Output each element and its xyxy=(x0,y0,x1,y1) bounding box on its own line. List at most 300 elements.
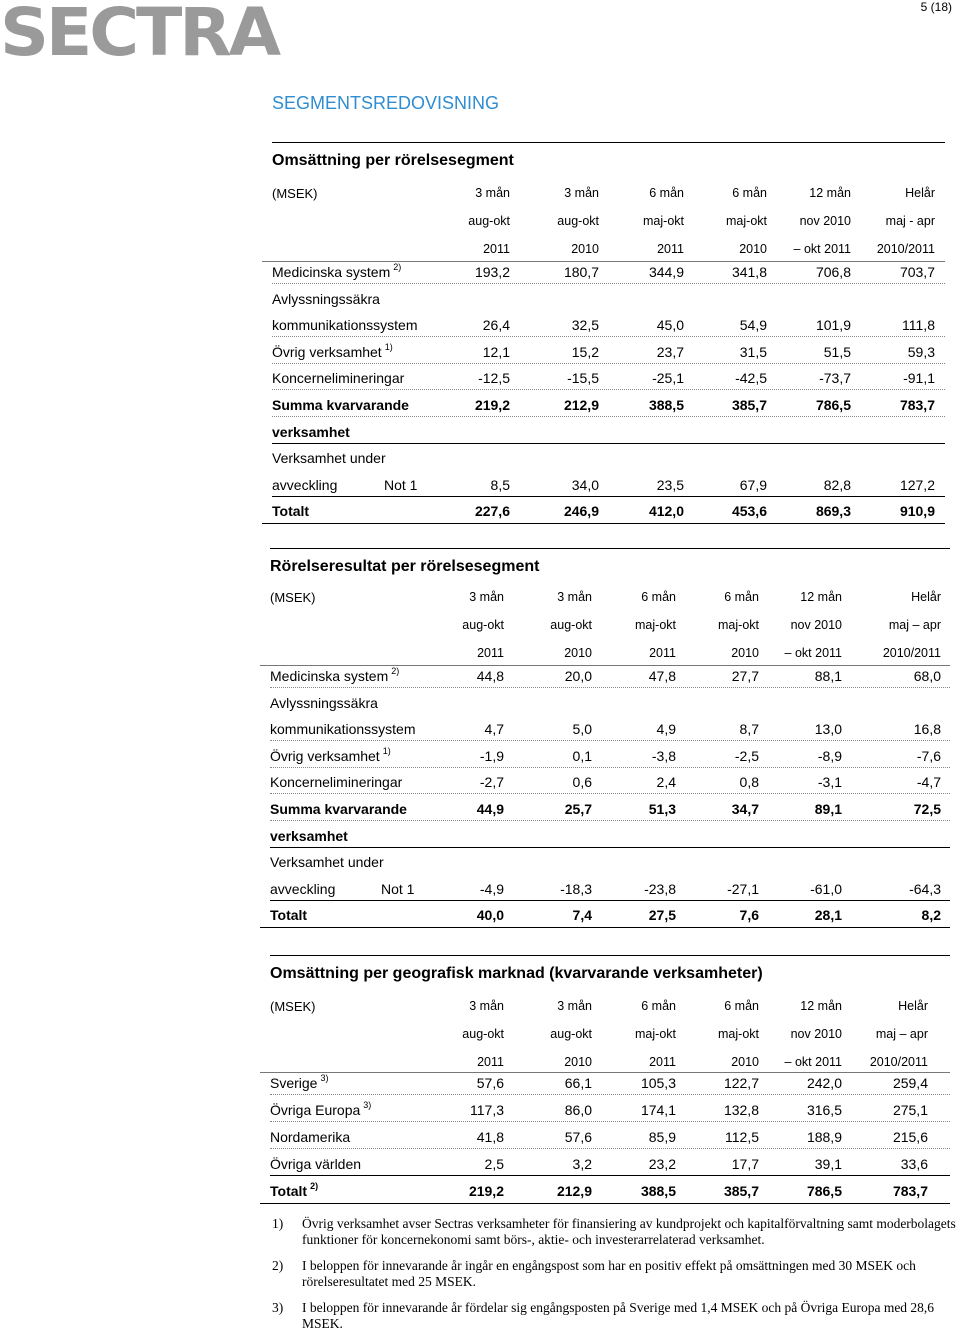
column-header: 6 mån xyxy=(649,186,684,200)
row-label-text: Totalt xyxy=(272,503,310,520)
row-separator xyxy=(272,416,945,417)
row-label xyxy=(270,828,348,844)
row-label xyxy=(272,317,418,333)
value-cell: 26,4 xyxy=(482,317,510,334)
value-cell: 3,2 xyxy=(572,1156,592,1173)
column-header: maj - apr xyxy=(885,214,935,228)
value-cell: 4,9 xyxy=(656,721,676,738)
column-header: – okt 2011 xyxy=(784,1055,842,1069)
value-cell: 57,6 xyxy=(564,1129,592,1146)
value-cell: 180,7 xyxy=(563,264,599,280)
row-label xyxy=(272,450,386,466)
value-cell: 453,6 xyxy=(731,503,767,520)
value-cell: 8,5 xyxy=(490,476,510,493)
column-header: maj-okt xyxy=(718,1027,759,1041)
column-header: 2011 xyxy=(649,646,676,660)
value-cell: 44,8 xyxy=(476,668,504,684)
column-header: 3 mån xyxy=(557,590,592,604)
row-label xyxy=(272,424,350,440)
value-cell: 786,5 xyxy=(815,397,851,413)
value-cell: -3,1 xyxy=(817,774,842,791)
value-cell: -8,9 xyxy=(817,747,842,764)
value-cell: -64,3 xyxy=(909,880,941,897)
value-cell: 412,0 xyxy=(648,503,684,520)
table-row xyxy=(270,721,950,741)
value-cell: -12,5 xyxy=(478,370,510,387)
value-cell: 25,7 xyxy=(564,801,592,817)
column-header: Helår xyxy=(905,186,935,200)
row-label xyxy=(272,341,393,360)
row-separator xyxy=(272,363,945,364)
column-header-row xyxy=(272,242,945,262)
column-header: 2010 xyxy=(731,1055,759,1069)
row-label-text: kommunikationssystem xyxy=(272,317,418,334)
row-label-text: Koncernelimineringar xyxy=(270,774,403,791)
value-cell: 5,0 xyxy=(572,721,592,738)
column-header: 6 mån xyxy=(641,999,676,1013)
value-cell: 41,8 xyxy=(476,1129,504,1146)
column-header: 12 mån xyxy=(800,999,842,1013)
row-label-text: Summa kvarvarande xyxy=(272,397,409,413)
row-label-text: Nordamerika xyxy=(270,1129,351,1146)
row-label xyxy=(272,291,380,307)
value-cell: 51,3 xyxy=(648,801,676,817)
footnote-number: 1) xyxy=(272,1216,284,1231)
row-label-text: Koncernelimineringar xyxy=(272,370,405,387)
total-row xyxy=(272,503,945,523)
value-cell: 57,6 xyxy=(476,1075,504,1091)
value-cell: 2,4 xyxy=(656,774,676,791)
column-header: – okt 2011 xyxy=(793,242,851,256)
value-cell: -4,9 xyxy=(479,880,504,897)
row-label-text: Verksamhet under xyxy=(272,450,386,467)
column-header: – okt 2011 xyxy=(784,646,842,660)
value-cell: 0,6 xyxy=(572,774,592,791)
value-cell: 385,7 xyxy=(723,1183,759,1200)
column-header: 12 mån xyxy=(809,186,851,200)
row-separator xyxy=(270,1121,950,1122)
value-cell: 2,5 xyxy=(484,1156,504,1173)
value-cell: 385,7 xyxy=(731,397,767,413)
value-cell: 40,0 xyxy=(476,907,504,924)
value-cell: 27,7 xyxy=(731,668,759,684)
value-cell: 706,8 xyxy=(815,264,851,280)
footnote-text: I beloppen för innevarande år ingår en engångspost som har en positiv effekt på omsättningen med 30 MSEK och rörelseresultatet med 25 MSEK. xyxy=(302,1258,916,1289)
note-ref: Not 1 xyxy=(384,476,418,493)
value-cell: -15,5 xyxy=(567,370,599,387)
value-cell: 88,1 xyxy=(814,668,842,684)
row-rule xyxy=(270,900,950,901)
value-cell: 246,9 xyxy=(563,503,599,520)
row-label xyxy=(270,1102,371,1118)
column-header: 2010 xyxy=(571,242,599,256)
value-cell: 17,7 xyxy=(731,1156,759,1173)
section-title: Omsättning per geografisk marknad (kvarvarande verksamheter) xyxy=(270,965,763,982)
value-cell: 20,0 xyxy=(564,668,592,684)
column-header: 2011 xyxy=(483,242,510,256)
column-header: 2010 xyxy=(731,646,759,660)
value-cell: 242,0 xyxy=(806,1075,842,1091)
footnote-number: 3) xyxy=(272,1300,284,1315)
row-label-text: verksamhet xyxy=(272,423,350,440)
row-label xyxy=(270,907,307,923)
table-row xyxy=(270,668,950,688)
column-header: maj-okt xyxy=(635,1027,676,1041)
value-cell: -7,6 xyxy=(916,747,941,764)
table-row xyxy=(272,264,945,284)
row-label-text: avveckling xyxy=(272,476,338,493)
value-cell: 388,5 xyxy=(640,1183,676,1200)
total-row xyxy=(270,1183,950,1203)
value-cell: 0,8 xyxy=(739,774,759,791)
header-rule xyxy=(260,1072,950,1073)
column-header: 6 mån xyxy=(724,590,759,604)
value-cell: -42,5 xyxy=(735,370,767,387)
value-cell: 47,8 xyxy=(648,668,676,684)
table-row xyxy=(272,317,945,337)
table-row xyxy=(270,801,950,821)
row-label-text: verksamhet xyxy=(270,827,348,844)
sectra-logo: SECTRA xyxy=(0,4,279,62)
value-cell: 28,1 xyxy=(814,907,842,924)
value-cell: -2,7 xyxy=(479,774,504,791)
section-title: Rörelseresultat per rörelsesegment xyxy=(270,558,540,575)
value-cell: 39,1 xyxy=(814,1156,842,1173)
table-row xyxy=(270,774,950,794)
value-cell: 7,6 xyxy=(739,907,759,924)
value-cell: 8,2 xyxy=(921,907,941,924)
column-header-row xyxy=(270,590,950,610)
column-header: maj – apr xyxy=(875,1027,928,1041)
column-header: nov 2010 xyxy=(790,618,842,632)
table-row xyxy=(270,695,950,715)
column-header: 2010 xyxy=(564,1055,592,1069)
total-bottom-rule xyxy=(260,1203,950,1204)
footnote-ref: 1) xyxy=(382,745,391,756)
row-label xyxy=(272,397,409,413)
value-cell: 34,0 xyxy=(571,476,599,493)
column-header: 3 mån xyxy=(557,999,592,1013)
total-row xyxy=(270,907,950,927)
value-cell: -91,1 xyxy=(903,370,935,387)
column-header: aug-okt xyxy=(462,1027,504,1041)
row-separator xyxy=(270,767,950,768)
value-cell: 193,2 xyxy=(474,264,510,280)
column-header: 3 mån xyxy=(469,590,504,604)
column-header: 2010/2011 xyxy=(876,242,935,256)
column-header-row xyxy=(272,214,945,234)
value-cell: 703,7 xyxy=(899,264,935,280)
value-cell: 82,8 xyxy=(823,476,851,493)
row-separator xyxy=(272,283,945,284)
table-section xyxy=(270,558,950,940)
table-row xyxy=(270,1156,950,1176)
column-header: 2010/2011 xyxy=(882,646,941,660)
value-cell: 8,7 xyxy=(739,721,759,738)
column-header: aug-okt xyxy=(550,618,592,632)
value-cell: 54,9 xyxy=(739,317,767,334)
value-cell: -2,5 xyxy=(734,747,759,764)
row-separator xyxy=(270,820,950,821)
column-header: 2010/2011 xyxy=(869,1055,928,1069)
table-section xyxy=(270,965,950,1217)
column-header-row xyxy=(270,646,950,666)
column-header: 6 mån xyxy=(724,999,759,1013)
row-label-text: Avlyssningssäkra xyxy=(270,694,378,711)
value-cell: -23,8 xyxy=(644,880,676,897)
column-header: 2011 xyxy=(477,1055,504,1069)
value-cell: 111,8 xyxy=(902,317,935,334)
footnote-ref: 3) xyxy=(363,1100,372,1111)
row-label xyxy=(270,854,384,870)
value-cell: 31,5 xyxy=(739,343,767,360)
value-cell: 219,2 xyxy=(474,397,510,413)
value-cell: 72,5 xyxy=(913,801,941,817)
value-cell: 13,0 xyxy=(814,721,842,738)
row-label xyxy=(270,745,391,764)
footnote-text: Övrig verksamhet avser Sectras verksamheter för finansiering av kundprojekt och kapitalförvaltning samt moderbolagets funktioner för koncernekonomi samt börs-, aktie- och investerarrelaterad verksamhet. xyxy=(302,1216,956,1247)
value-cell: 786,5 xyxy=(806,1183,842,1200)
value-cell: 783,7 xyxy=(892,1183,928,1200)
value-cell: -25,1 xyxy=(652,370,684,387)
value-cell: -61,0 xyxy=(810,880,842,897)
value-cell: -73,7 xyxy=(819,370,851,387)
row-label-text: avveckling xyxy=(270,880,336,897)
value-cell: 388,5 xyxy=(648,397,684,413)
column-header: aug-okt xyxy=(557,214,599,228)
value-cell: 44,9 xyxy=(476,801,504,817)
value-cell: 85,9 xyxy=(648,1129,676,1146)
value-cell: 66,1 xyxy=(564,1075,592,1091)
unit-label: (MSEK) xyxy=(270,999,316,1014)
column-header: nov 2010 xyxy=(790,1027,842,1041)
row-label xyxy=(270,721,416,737)
column-header-row xyxy=(270,1027,950,1047)
value-cell: 132,8 xyxy=(723,1102,759,1119)
value-cell: 59,3 xyxy=(907,343,935,360)
column-header: maj-okt xyxy=(635,618,676,632)
row-label xyxy=(270,774,402,790)
value-cell: 227,6 xyxy=(474,503,510,520)
value-cell: 89,1 xyxy=(814,801,842,817)
footnote-text: I beloppen för innevarande år fördelar sig engångsposten på Sverige med 1,4 MSEK och på Övriga Europa med 28,6 MSEK. xyxy=(302,1300,935,1331)
row-separator xyxy=(272,336,945,337)
value-cell: 32,5 xyxy=(571,317,599,334)
table-row xyxy=(272,370,945,390)
row-rule xyxy=(272,443,945,444)
column-header: 3 mån xyxy=(475,186,510,200)
footnote-ref: 1) xyxy=(384,341,393,352)
value-cell: 122,7 xyxy=(723,1075,759,1091)
footnote-3 xyxy=(272,1300,957,1332)
value-cell: 23,5 xyxy=(656,476,684,493)
table-row xyxy=(272,397,945,417)
value-cell: 51,5 xyxy=(823,343,851,360)
row-label xyxy=(270,695,378,711)
table-row xyxy=(272,477,945,497)
column-header: 3 mån xyxy=(469,999,504,1013)
row-label xyxy=(272,503,309,519)
value-cell: 127,2 xyxy=(899,476,935,493)
value-cell: 86,0 xyxy=(564,1102,592,1119)
value-cell: 68,0 xyxy=(913,668,941,684)
value-cell: 215,6 xyxy=(892,1129,928,1146)
column-header: 2011 xyxy=(657,242,684,256)
value-cell: 12,1 xyxy=(482,343,510,360)
section-top-rule xyxy=(270,955,950,956)
row-label xyxy=(272,264,401,280)
table-row xyxy=(272,424,945,444)
row-rule xyxy=(272,496,945,497)
header-rule xyxy=(262,261,945,262)
column-header: aug-okt xyxy=(550,1027,592,1041)
value-cell: 259,4 xyxy=(892,1075,928,1091)
table-row xyxy=(272,291,945,311)
table-section xyxy=(272,152,945,536)
note-ref: Not 1 xyxy=(381,880,415,897)
row-label xyxy=(270,801,407,817)
unit-label: (MSEK) xyxy=(272,186,318,201)
column-header: maj-okt xyxy=(726,214,767,228)
value-cell: 34,7 xyxy=(731,801,759,817)
row-label-text: Summa kvarvarande xyxy=(270,801,407,817)
table-row xyxy=(272,341,945,364)
value-cell: 27,5 xyxy=(648,907,676,924)
table-row xyxy=(272,450,945,470)
column-header: aug-okt xyxy=(468,214,510,228)
row-label-text: Sverige xyxy=(270,1075,318,1091)
value-cell: 23,2 xyxy=(648,1156,676,1173)
row-separator xyxy=(270,740,950,741)
value-cell: 344,9 xyxy=(648,264,684,280)
value-cell: 4,7 xyxy=(484,721,504,738)
value-cell: 45,0 xyxy=(656,317,684,334)
value-cell: 23,7 xyxy=(656,343,684,360)
column-header: 12 mån xyxy=(800,590,842,604)
row-label-text: kommunikationssystem xyxy=(270,721,416,738)
row-separator xyxy=(270,1094,950,1095)
value-cell: -3,8 xyxy=(651,747,676,764)
value-cell: 188,9 xyxy=(806,1129,842,1146)
row-label-text: Övrig verksamhet xyxy=(270,747,380,764)
column-header: maj-okt xyxy=(643,214,684,228)
row-label-text: Övrig verksamhet xyxy=(272,343,382,360)
footnote-ref: 3) xyxy=(320,1073,329,1083)
footnotes xyxy=(272,1216,957,1342)
value-cell: 0,1 xyxy=(572,747,592,764)
column-header: 2010 xyxy=(564,646,592,660)
column-header-row xyxy=(270,618,950,638)
footnote-ref: 2) xyxy=(310,1181,319,1192)
footnote-1 xyxy=(272,1216,957,1248)
value-cell: 117,3 xyxy=(470,1102,504,1119)
row-label xyxy=(270,1156,361,1172)
row-label xyxy=(270,1075,328,1091)
row-label xyxy=(270,1183,318,1199)
section-title: Omsättning per rörelsesegment xyxy=(272,152,514,169)
value-cell: 275,1 xyxy=(892,1102,928,1119)
table-row xyxy=(270,1075,950,1095)
footnote-2 xyxy=(272,1258,957,1290)
column-header-row xyxy=(270,999,950,1019)
row-label-text: Totalt xyxy=(270,907,308,924)
value-cell: 219,2 xyxy=(468,1183,504,1200)
value-cell: 869,3 xyxy=(815,503,851,520)
value-cell: 7,4 xyxy=(572,907,592,924)
row-rule xyxy=(270,847,950,848)
column-header: 3 mån xyxy=(564,186,599,200)
column-header: Helår xyxy=(898,999,928,1013)
value-cell: -27,1 xyxy=(727,880,759,897)
row-label xyxy=(272,477,337,493)
total-bottom-rule xyxy=(262,523,945,524)
column-header: 6 mån xyxy=(732,186,767,200)
table-row xyxy=(270,745,950,768)
column-header: 2010 xyxy=(739,242,767,256)
value-cell: 910,9 xyxy=(899,503,935,520)
row-label xyxy=(272,370,404,386)
value-cell: 341,8 xyxy=(731,264,767,280)
footnote-number: 2) xyxy=(272,1258,284,1273)
row-separator xyxy=(270,1148,950,1149)
column-header-row xyxy=(272,186,945,206)
row-rule xyxy=(270,1175,950,1176)
value-cell: 112,5 xyxy=(725,1129,759,1146)
column-header: 6 mån xyxy=(641,590,676,604)
row-label-text: Verksamhet under xyxy=(270,854,384,871)
row-label-text: Övriga världen xyxy=(270,1156,362,1173)
value-cell: 15,2 xyxy=(571,343,599,360)
column-header: 2011 xyxy=(477,646,504,660)
value-cell: 212,9 xyxy=(556,1183,592,1200)
column-header: maj-okt xyxy=(718,618,759,632)
section-top-rule xyxy=(270,548,950,549)
table-row xyxy=(270,1102,950,1122)
row-label-text: Totalt xyxy=(270,1183,308,1200)
footnote-ref: 2) xyxy=(391,666,400,676)
row-label-text: Medicinska system xyxy=(272,264,391,280)
table-row xyxy=(270,828,950,848)
value-cell: 783,7 xyxy=(899,397,935,413)
column-header: 2011 xyxy=(649,1055,676,1069)
table-row xyxy=(270,854,950,874)
row-separator xyxy=(270,687,950,688)
row-label xyxy=(270,668,399,684)
row-label-text: Avlyssningssäkra xyxy=(272,290,380,307)
value-cell: 67,9 xyxy=(739,476,767,493)
row-separator xyxy=(272,389,945,390)
header-rule xyxy=(260,665,950,666)
footnote-ref: 2) xyxy=(393,262,402,272)
column-header: aug-okt xyxy=(462,618,504,632)
unit-label: (MSEK) xyxy=(270,590,316,605)
page-number: 5 (18) xyxy=(920,0,952,14)
column-header: maj – apr xyxy=(888,618,941,632)
page-heading: SEGMENTSREDOVISNING xyxy=(272,93,500,113)
row-separator xyxy=(270,793,950,794)
value-cell: 212,9 xyxy=(563,397,599,413)
value-cell: -1,9 xyxy=(479,747,504,764)
row-label xyxy=(270,881,335,897)
row-label xyxy=(270,1129,350,1145)
section-top-rule xyxy=(272,142,945,143)
value-cell: 316,5 xyxy=(806,1102,842,1119)
row-label-text: Medicinska system xyxy=(270,668,389,684)
value-cell: -4,7 xyxy=(916,774,941,791)
table-row xyxy=(270,1129,950,1149)
column-header: nov 2010 xyxy=(799,214,851,228)
column-header: Helår xyxy=(911,590,941,604)
